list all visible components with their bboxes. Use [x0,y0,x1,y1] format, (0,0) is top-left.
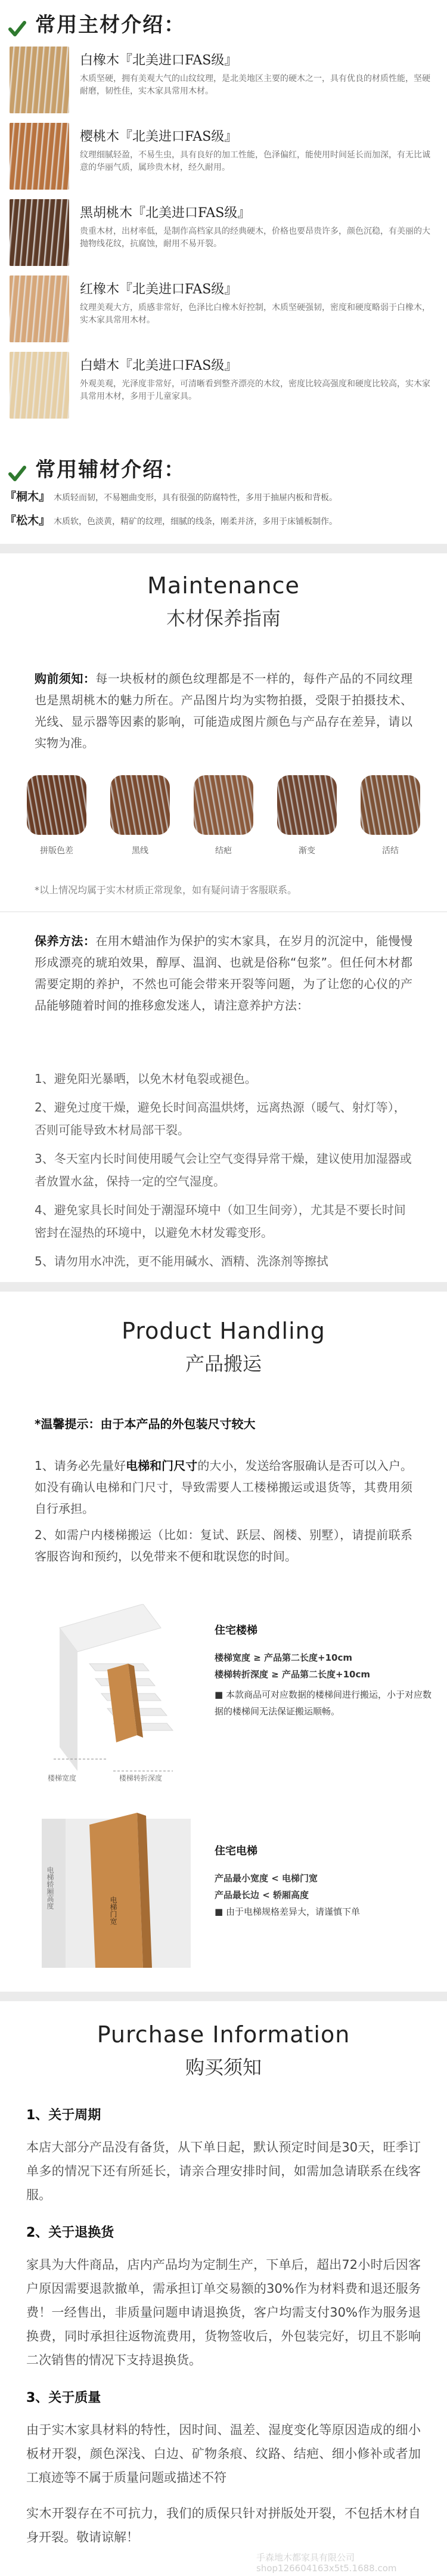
defect-label: 黑线 [132,846,148,856]
wood-title: 白蜡木『北美进口FAS级』 [80,358,238,373]
aux-item-name: 『松木』 [5,514,51,527]
aux-item-desc: 木质软，色淡黄，精矿的纹理，细腻的线条，刚柔并济，多用于床铺板制作。 [54,517,338,527]
walnut-swatch [10,199,69,266]
purchase-heading: 1、关于周期 [26,2108,101,2123]
defect-tile [27,775,86,835]
wood-title: 樱桃木『北美进口FAS级』 [80,129,238,144]
stair-line: 楼梯宽度 ≥ 产品第二长度+10cm [215,1652,352,1663]
section-divider [0,544,447,553]
stair-width-label: 楼梯宽度 [48,1774,77,1782]
elevator-height-label: 电梯轿厢高度 [46,1866,54,1909]
purchase-body: 实木开裂存在不可抗力，我们的质保只针对拼版处开裂，不包括木材自身开裂。敬请谅解！ [26,2506,421,2544]
section-divider [0,1282,447,1292]
handling-title-en: Product Handling [122,1318,325,1344]
checkmark-icon [8,20,26,38]
elevator-note-text: 由于电梯规格差异大，请谨慎下单 [225,1906,360,1917]
wood-desc: 贵重木材，出材率低，是制作高档家具的经典硬木，价格也要昂贵许多，颜色沉稳，有美丽的大抛物线花纹，抗腐蚀，耐用不易开裂。 [80,227,430,249]
care-method [0,930,447,1016]
wood-title: 白橡木『北美进口FAS级』 [80,53,238,68]
watermark-url: shop126604163x5t5.1688.com [256,2563,397,2574]
elevator-spec [215,1843,435,1920]
cherry-swatch [10,123,69,190]
maintenance-title-cn: 木材保养指南 [166,607,281,630]
purchase-body: 本店大部分产品没有备货，从下单日起，默认预定时间是30天，旺季订单多的情况下还有所延长，请亲合理安排时间，如需加急请联系在线客服。 [26,2140,421,2202]
defect-tile [110,775,170,835]
defect-label: 活结 [382,846,399,856]
stair-line: 楼梯转折深度 ≥ 产品第二长度+10cm [215,1669,370,1680]
defect-tile [277,775,337,835]
section-divider [0,1992,447,2001]
stair-spec [215,1622,435,1720]
wood-item [10,352,439,423]
elevator-illustration [24,1807,203,1974]
aux-item-tung [5,488,446,504]
handling-p1-em: 电梯和门尺寸 [126,1459,198,1473]
care-lead: 保养方法： [35,934,96,948]
care-tip: 2、避免过度干燥，避免长时间高温烘烤，远离热源（暖气、射灯等），否则可能导致木材局部干裂。 [35,1100,406,1137]
handling-p1 [0,1455,447,1519]
purchase-heading: 3、关于质量 [26,2391,101,2405]
elevator-diagram [0,1807,447,1980]
maintenance-section [0,572,447,631]
aux-item-desc: 木质轻而韧，不易翘曲变形，具有很强的防腐特性，多用于抽屉内板和背板。 [54,493,338,503]
care-tip: 3、冬天室内长时间使用暖气会让空气变得异常干燥，建议使用加湿器或者放置水盆，保持一定的空气湿度。 [35,1151,412,1188]
elevator-note: ■ 由于电梯规格差异大，请谨慎下单 [215,1906,360,1917]
defect-tile [194,775,253,835]
purchase-notice [0,668,447,754]
aux-wood-heading: 常用辅材介绍： [35,458,186,482]
purchase-title-en: Purchase Information [97,2021,350,2048]
purchase-list [0,2105,447,2549]
wood-desc: 木质坚硬，拥有美观大气的山纹纹理，是北美地区主要的硬木之一，具有优良的材质性能，坚硬耐磨，韧性佳，实木家具常用木材。 [80,74,430,96]
stair-illustration [24,1604,203,1783]
care-tip: 1、避免阳光暴晒，以免木材龟裂或褪色。 [35,1072,257,1086]
defect-label: 渐变 [299,846,315,856]
purchase-title-cn: 购买须知 [185,2056,262,2079]
aux-item-name: 『桐木』 [5,490,51,503]
stair-note: ■ 本款商品可对应数据的楼梯间进行搬运，小于对应数据的楼梯间无法保证搬运顺畅。 [215,1689,432,1717]
wood-title: 黑胡桃木『北美进口FAS级』 [80,206,251,221]
watermark-text: 手森地木都家具有限公司 [256,2552,355,2563]
handling-warning: *温馨提示：由于本产品的外包装尺寸较大 [35,1417,256,1431]
stair-diagram [0,1604,447,1795]
stair-title: 住宅楼梯 [215,1624,257,1637]
elevator-line: 产品最小宽度 < 电梯门宽 [215,1873,318,1884]
notice-text: 每一块板材的颜色纹理都是不一样的，每件产品的不同纹理也是黑胡桃木的魅力所在。产品图片均为实物拍摄，受限于拍摄技术、光线、显示器等因素的影响，可能造成图片颜色与产品存在差异，请以实物为准。 [35,671,413,750]
wood-item [10,199,439,271]
defect-note: *以上情况均属于实木材质正常现象，如有疑问请于客服联系。 [35,884,297,896]
wood-item [10,123,439,194]
defect-tile [361,775,420,835]
thin-divider [0,911,447,912]
white-oak-swatch [10,47,69,113]
defect-label: 结疤 [215,846,232,856]
wood-desc: 纹理细腻轻盈，不易生虫，具有良好的加工性能，色泽偏红，能使用时间延长而加深，有无比诚意的华丽气质，属珍贵木材，经久耐用。 [80,150,430,172]
notice-lead: 购前须知： [35,671,96,686]
purchase-body: 家具为大件商品，店内产品均为定制生产，下单后，超出72小时后因客户原因需要退款撤单，需承担订单交易额的30%作为材料费和退还服务费！一经售出，非质量问题申请退换货，客户均需支付30%作为服务退换费，同时承担往返物流费用，货物签收后，外包装完好，切且不影响二次销售的情况下支持退换货。 [26,2258,421,2367]
care-tip: 4、避免家具长时间处于潮湿环境中（如卫生间旁），尤其是不要长时间密封在湿热的环境中，以避免木材发霉变形。 [35,1203,406,1240]
main-wood-heading: 常用主材介绍： [35,13,186,37]
defect-tiles [0,775,447,871]
wood-item [10,47,439,118]
purchase-body: 由于实木家具材料的特性，因时间、温差、湿度变化等原因造成的细小板材开裂，颜色深浅、白边、矿物条痕、纹路、结疤、细小修补或者加工痕迹等不属于质量问题或描述不符 [26,2423,421,2485]
purchase-section [0,2021,447,2080]
stair-turn-label: 楼梯转折深度 [119,1774,163,1782]
care-text: 在用木蜡油作为保护的实木家具，在岁月的沉淀中，能慢慢形成漂亮的琥珀效果，醇厚、温润、也就是俗称“包浆”。但任何木材都需要定期的养护，不然也可能会带来开裂等问题，为了让您的心仪的产品能够随着时间的推移愈发迷人，请注意养护方法： [35,934,413,1013]
handling-section [0,1318,447,1376]
aux-wood-header [0,453,447,483]
handling-p1-post: 的大小，发送给客服确认是否可以入户。如没有确认电梯和门尺寸，导致需要人工楼梯搬运或退货等，其费用须自行承担。 [35,1459,413,1516]
ash-swatch [10,352,69,419]
care-tips [0,1067,447,1278]
wood-item [10,275,439,347]
wood-desc: 外观美观，光泽度非常好，可清晰看到整齐漂亮的木纹，密度比较高强度和硬度比较高，实木家具常用木材，多用于儿童家具。 [80,379,430,401]
purchase-heading: 2、关于退换货 [26,2225,114,2240]
elevator-door-label: 电梯门宽 [109,1896,117,1925]
wood-title: 红橡木『北美进口FAS级』 [80,282,238,297]
checkmark-icon [8,465,26,483]
handling-p1-pre: 1、请务必先量好 [35,1459,126,1473]
red-oak-swatch [10,275,69,342]
handling-title-cn: 产品搬运 [185,1352,262,1375]
elevator-title: 住宅电梯 [215,1845,257,1857]
wood-desc: 纹理美观大方，质感非常好，色泽比白橡木好控制，木质坚硬强韧，密度和硬度略弱于白橡木，实木家具常用木材。 [80,303,430,325]
defect-label: 拼版色差 [40,846,73,856]
main-wood-header [0,8,447,44]
handling-p2: 2、如需户内楼梯搬运（比如：复试、跃层、阁楼、别墅），请提前联系客服咨询和预约，以免带来不便和耽误您的时间。 [35,1528,412,1563]
maintenance-title-en: Maintenance [147,572,300,599]
aux-item-pine [5,512,446,528]
elevator-line: 产品最长边 < 轿厢高度 [215,1890,309,1900]
care-tip: 5、请勿用水冲洗，更不能用碱水、酒精、洗涤剂等擦拭 [35,1254,328,1268]
stair-note-text: 本款商品可对应数据的楼梯间进行搬运，小于对应数据的楼梯间无法保证搬运顺畅。 [215,1689,432,1717]
